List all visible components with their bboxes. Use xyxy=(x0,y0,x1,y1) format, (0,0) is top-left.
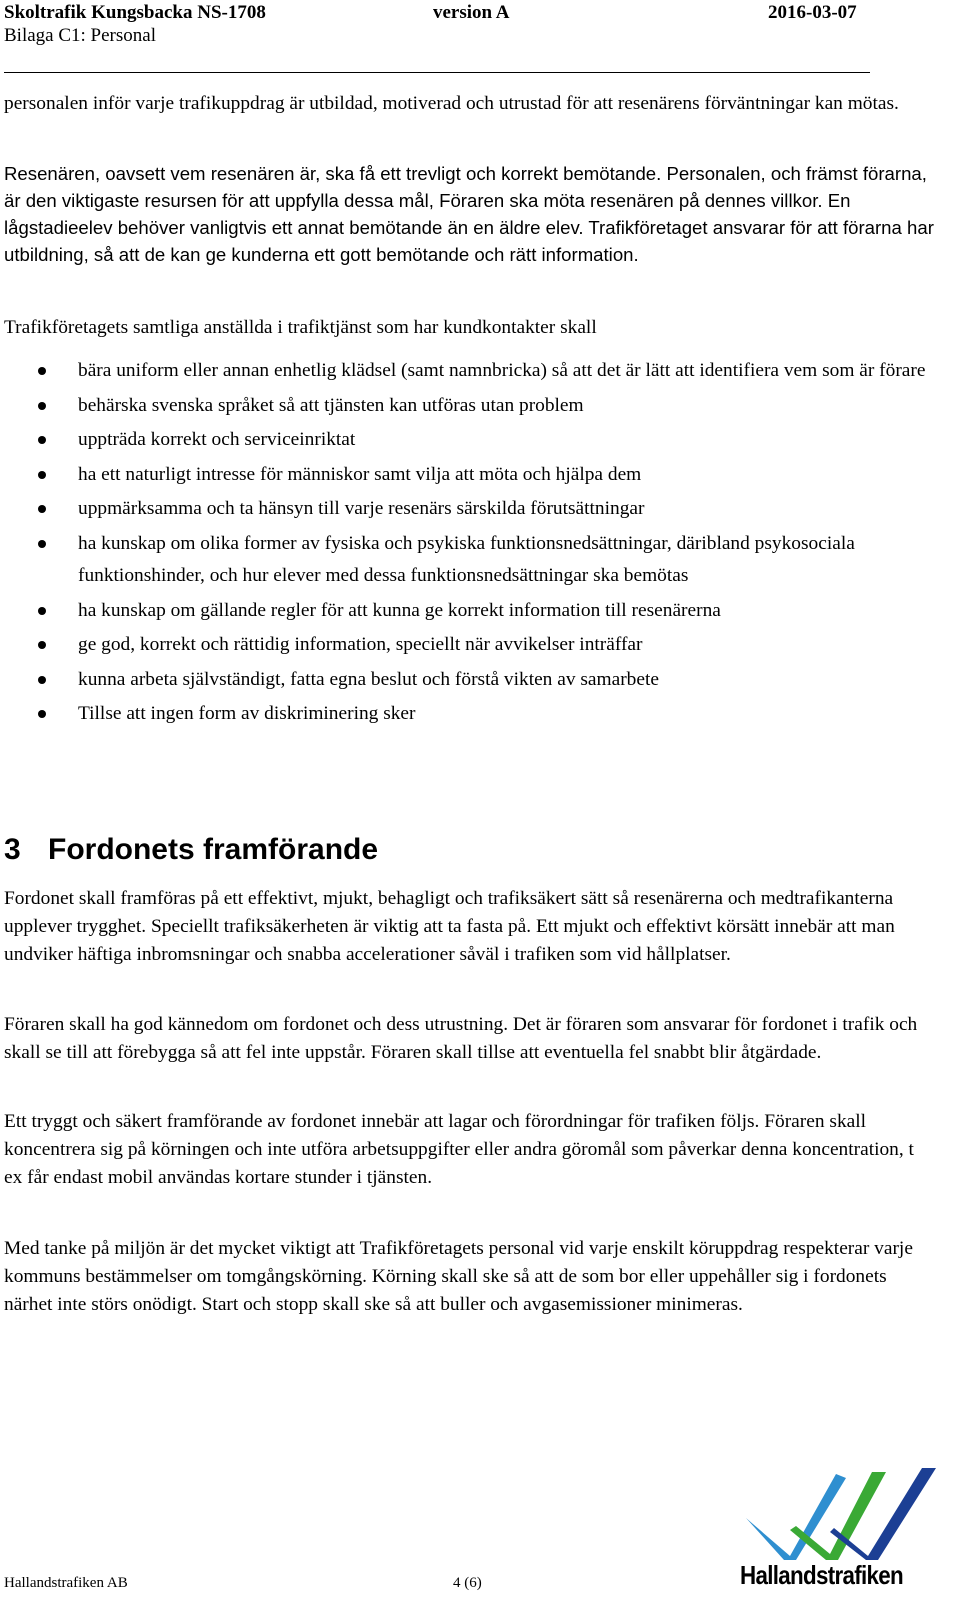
bullet-icon xyxy=(38,367,46,375)
header-organization: Skoltrafik Kungsbacka NS-1708 xyxy=(4,2,266,23)
list-item xyxy=(0,459,940,492)
bullet-icon xyxy=(38,540,46,548)
paragraph-safe-driving: Ett tryggt och säkert framförande av fordonet innebär att lagar och förordningar för trafiken följs. Föraren skall koncentrera sig på körningen och inte utföra arbetsuppgifter eller andra göromål som påverkar denna koncentration, t ex får endast mobil användas kortare stunder i tjänsten. xyxy=(4,1111,914,1188)
list-item-text: uppmärksamma och ta hänsyn till varje resenärs särskilda förutsättningar xyxy=(78,498,645,519)
bullet-icon xyxy=(38,471,46,479)
bullet-icon xyxy=(38,505,46,513)
bullet-icon xyxy=(38,676,46,684)
bullet-icon xyxy=(38,607,46,615)
section-number: 3 xyxy=(4,833,21,866)
paragraph-intro: personalen inför varje trafikuppdrag är utbildad, motiverad och utrustad för att resenärens förväntningar kan mötas. xyxy=(4,93,899,114)
list-item xyxy=(0,390,940,423)
header-attachment: Bilaga C1: Personal xyxy=(4,25,156,46)
paragraph-vehicle-knowledge: Föraren skall ha god kännedom om fordonet och dess utrustning. Det är föraren som ansvarar för fordonet i trafik och skall se till att förebygga så att fel inte uppstår. Föraren skall tillse att eventuella fel snabbt blir åtgärdade. xyxy=(4,1014,918,1063)
list-item xyxy=(0,424,940,457)
requirements-list xyxy=(0,355,940,733)
header-date: 2016-03-07 xyxy=(768,2,857,23)
bullet-icon xyxy=(38,402,46,410)
logo-mark-icon xyxy=(738,1466,938,1561)
section-title: Fordonets framförande xyxy=(48,833,379,866)
bullet-icon xyxy=(38,436,46,444)
list-item-text: ha kunskap om olika former av fysiska och psykiska funktionsnedsättningar, däribland psykosociala funktionshinder, och hur elever med dessa funktionsnedsättningar ska bemötas xyxy=(78,532,855,586)
list-item-text: kunna arbeta självständigt, fatta egna beslut och förstå vikten av samarbete xyxy=(78,668,659,690)
list-item-text: bära uniform eller annan enhetlig klädsel (samt namnbricka) så att det är lätt att identifiera vem som är förare xyxy=(78,360,926,381)
section-heading xyxy=(4,830,378,870)
list-item xyxy=(0,493,940,526)
hallandstrafiken-logo xyxy=(738,1466,938,1591)
list-item xyxy=(0,629,940,662)
list-item-text: ge god, korrekt och rättidig information, speciellt när avvikelser inträffar xyxy=(78,634,643,655)
bullet-icon xyxy=(38,641,46,649)
list-item-text: Tillse att ingen form av diskriminering sker xyxy=(78,703,416,724)
bullet-icon xyxy=(38,710,46,718)
header-divider xyxy=(4,72,870,73)
list-item xyxy=(0,528,940,593)
paragraph-staff-requirements: Trafikföretagets samtliga anställda i trafiktjänst som har kundkontakter skall xyxy=(4,317,597,338)
list-item xyxy=(0,698,940,731)
paragraph-treatment: Resenären, oavsett vem resenären är, ska få ett trevligt och korrekt bemötande. Personalen, och främst förarna, är den viktigaste resursen för att uppfylla dessa mål, Föraren ska möta resenären på dennes villkor. En lågstadieelev behöver vanligtvis ett annat bemötande än en äldre elev. Trafikföretaget ansvarar för att förarna har utbildning, så att de kan ge kunderna ett gott bemötande och rätt information. xyxy=(4,163,934,265)
list-item xyxy=(0,664,940,697)
paragraph-environment: Med tanke på miljön är det mycket viktigt att Trafikföretagets personal vid varje enskilt köruppdrag respekterar varje kommuns bestämmelser om tomgångskörning. Körning skall ske så att de som bor eller uppehåller sig i fordonets närhet inte störs onödigt. Start och stopp skall ske så att buller och avgasemissioner minimeras. xyxy=(4,1238,913,1315)
header-version: version A xyxy=(433,2,510,23)
logo-wordmark: Hallandstrafiken xyxy=(740,1560,903,1590)
footer-company: Hallandstrafiken AB xyxy=(4,1575,128,1591)
list-item xyxy=(0,355,940,388)
list-item-text: ha ett naturligt intresse för människor samt vilja att möta och hjälpa dem xyxy=(78,463,642,485)
paragraph-driving-style: Fordonet skall framföras på ett effektivt, mjukt, behagligt och trafiksäkert sätt så resenärerna och medtrafikanterna upplever trygghet. Speciellt trafiksäkerheten är viktig att ta fasta på. Ett mjukt och effektivt körsätt innebär att man undviker häftiga inbromsningar och snabba accelerationer såväl i trafiken som vid hållplatser. xyxy=(4,888,895,965)
list-item-text: ha kunskap om gällande regler för att kunna ge korrekt information till resenärerna xyxy=(78,599,721,621)
list-item xyxy=(0,595,940,628)
footer-page-number: 4 (6) xyxy=(453,1575,482,1591)
list-item-text: uppträda korrekt och serviceinriktat xyxy=(78,429,356,450)
list-item-text: behärska svenska språket så att tjänsten kan utföras utan problem xyxy=(78,394,584,416)
